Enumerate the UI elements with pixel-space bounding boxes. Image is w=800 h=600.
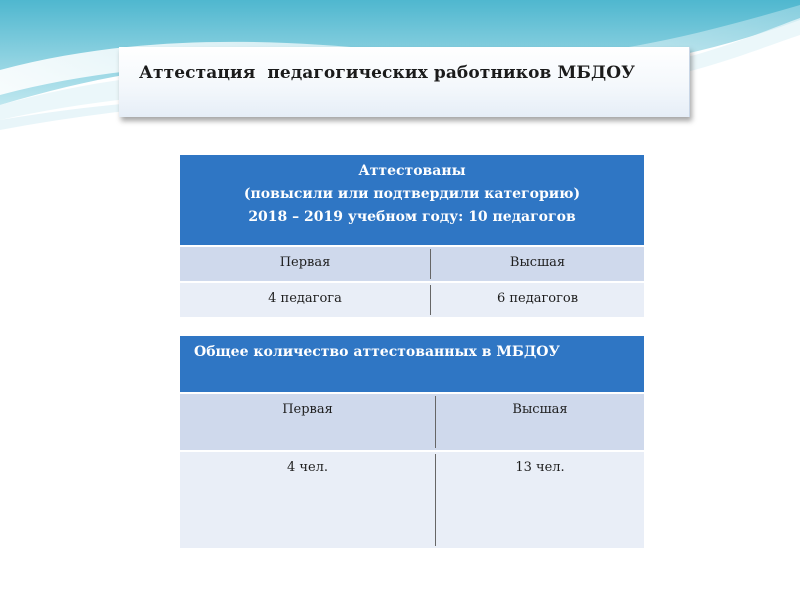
column-header-highest: Высшая [512, 402, 568, 417]
title-box [119, 47, 690, 117]
table-row [180, 245, 644, 281]
total-attested-table [180, 336, 644, 548]
table-header [180, 155, 644, 245]
value-first: 4 чел. [286, 460, 329, 475]
header-line: 2018 – 2019 учебном году: 10 педагогов [248, 209, 576, 225]
table-row [180, 392, 644, 450]
header-line: Общее количество аттестованных в МБДОУ [194, 344, 560, 360]
value-highest: 6 педагогов [496, 291, 579, 306]
column-header-highest: Высшая [509, 255, 566, 270]
value-first: 4 педагога [268, 291, 342, 306]
table-header [180, 336, 644, 392]
value-highest: 13 чел. [515, 460, 565, 475]
attestation-table [180, 155, 644, 317]
table-row [180, 450, 644, 548]
page-title: Аттестация педагогических работников МБДОУ [139, 63, 636, 83]
table-row [180, 281, 644, 317]
column-header-first: Первая [282, 402, 333, 417]
header-line: (повысили или подтвердили категорию) [243, 186, 581, 202]
header-line: Аттестованы [358, 163, 466, 179]
column-header-first: Первая [279, 255, 331, 270]
